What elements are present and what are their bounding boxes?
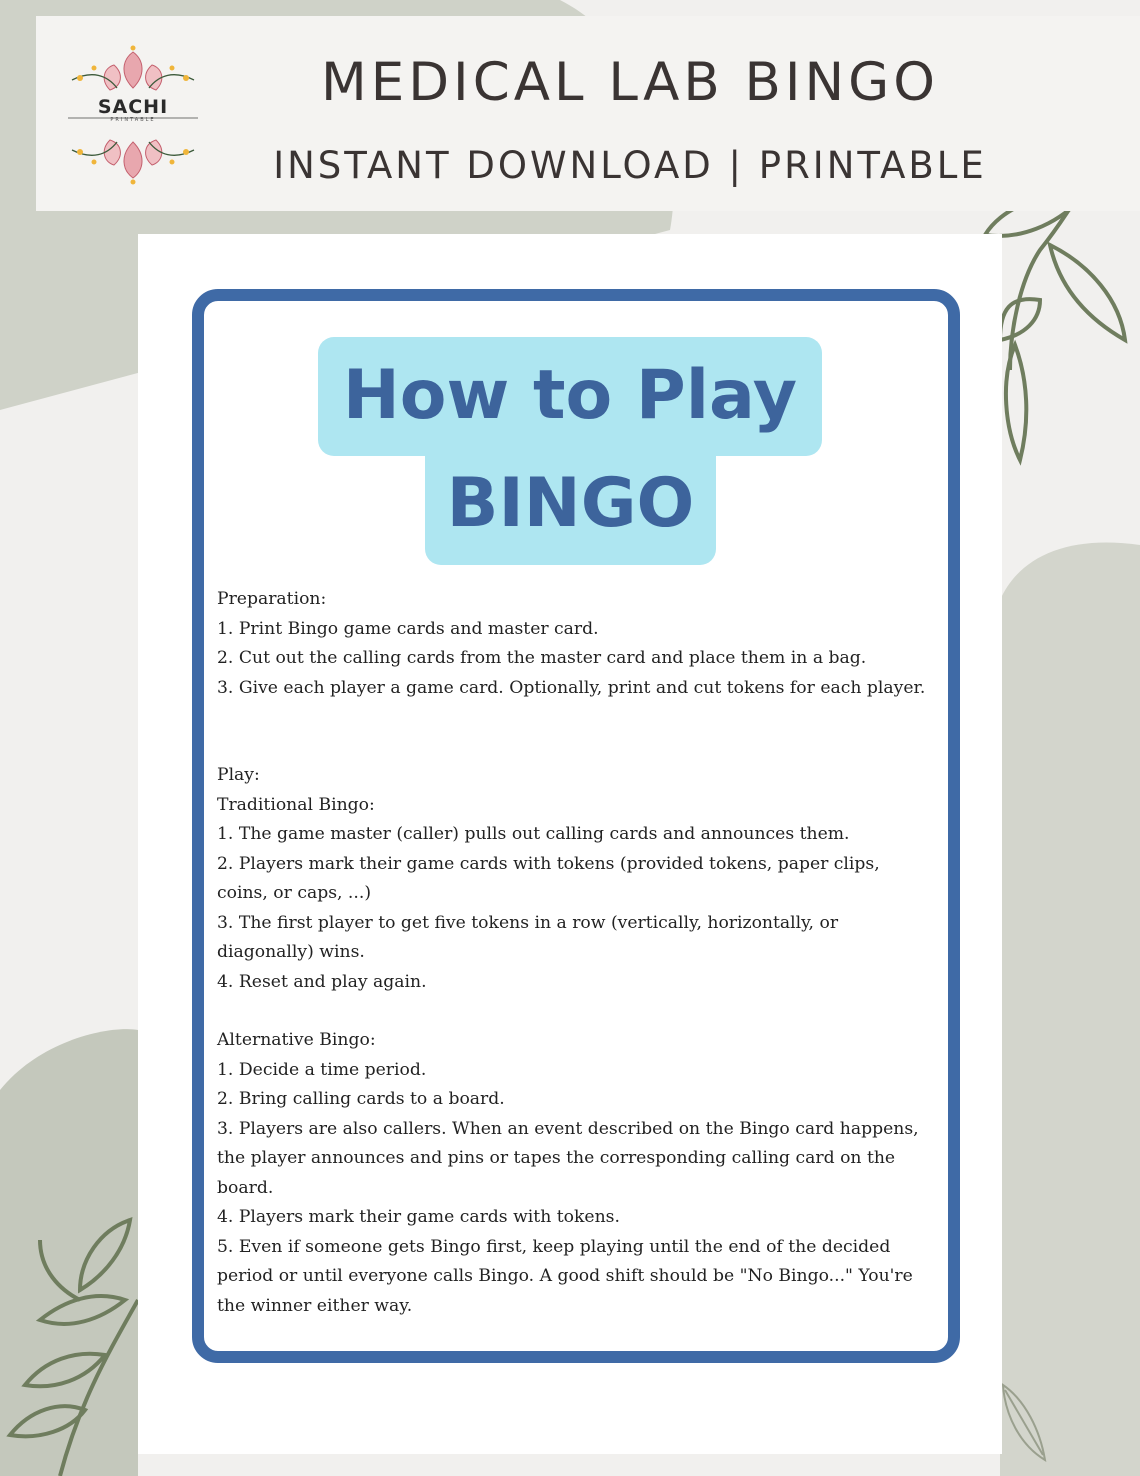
list-item: 3. Give each player a game card. Optionally, print and cut tokens for each player. — [217, 677, 926, 698]
page-subtitle: INSTANT DOWNLOAD | PRINTABLE — [273, 144, 987, 187]
list-item: 2. Players mark their game cards with tokens (provided tokens, paper clips, coins, or caps, ...) — [217, 853, 880, 903]
list-item: 2. Cut out the calling cards from the master card and place them in a bag. — [217, 648, 867, 668]
card-heading-line1: How to Play — [342, 356, 798, 435]
instructions-body — [217, 585, 932, 1321]
list-item: 3. The first player to get five tokens in a row (vertically, horizontally, or diagonally) wins. — [217, 912, 839, 962]
brand-subtext: PRINTABLE — [110, 117, 156, 123]
alternative-heading: Alternative Bingo: — [217, 1030, 376, 1050]
card-heading-line2: BINGO — [446, 464, 695, 543]
list-item: 4. Reset and play again. — [217, 971, 427, 992]
list-item: 2. Bring calling cards to a board. — [217, 1089, 505, 1109]
list-item: 1. The game master (caller) pulls out calling cards and announces them. — [217, 824, 850, 844]
list-item: 3. Players are also callers. When an event described on the Bingo card happens, the player announces and pins or tapes the corresponding calling card on the board. — [217, 1118, 919, 1198]
list-item: 1. Decide a time period. — [217, 1059, 427, 1080]
list-item: 5. Even if someone gets Bingo first, keep playing until the end of the decided period or until everyone calls Bingo. A good shift should be "No Bingo..." You're the winner either way. — [217, 1236, 913, 1316]
preparation-heading: Preparation: — [217, 589, 327, 609]
list-item: 1. Print Bingo game cards and master card. — [217, 618, 599, 639]
play-heading: Play: — [217, 765, 260, 785]
spacer — [217, 703, 932, 761]
list-item: 4. Players mark their game cards with tokens. — [217, 1207, 620, 1227]
page-title: MEDICAL LAB BINGO — [321, 52, 939, 113]
right-blob — [1000, 542, 1140, 1476]
spacer — [217, 997, 932, 1026]
brand-name: SACHI — [97, 96, 169, 118]
traditional-heading: Traditional Bingo: — [217, 794, 375, 815]
